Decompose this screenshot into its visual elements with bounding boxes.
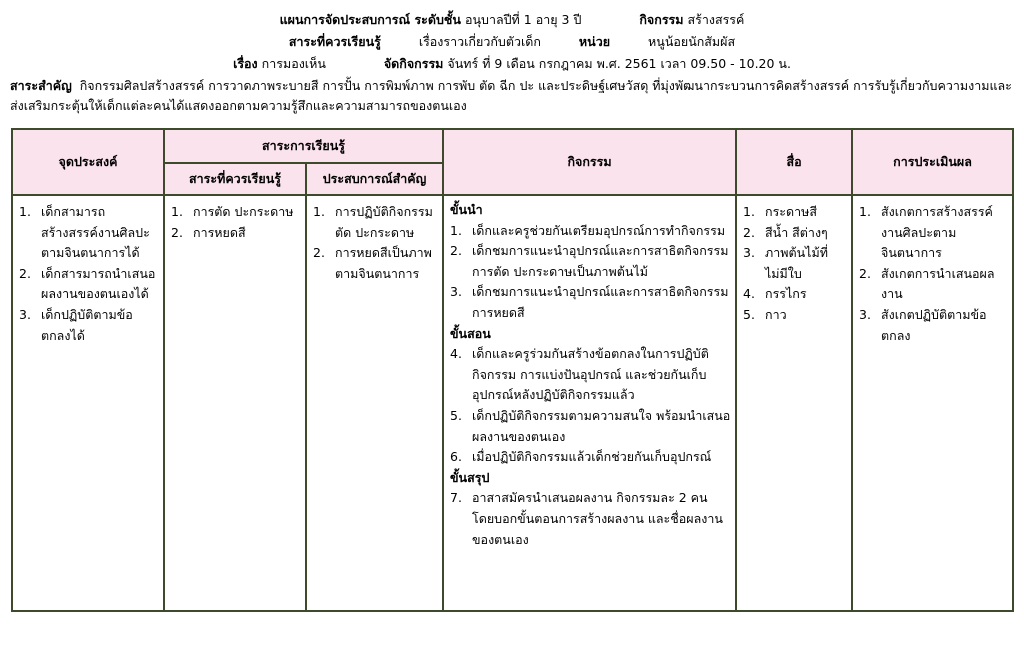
list-item: 5. กาว [743,306,787,322]
list-item: 6. เมื่อปฏิบัติกิจกรรมแล้วเด็กช่วยกันเก็บอุปกรณ์ [450,449,712,465]
list-item: 4. เด็กและครูร่วมกันสร้างข้อตกลงในการปฏิบัติกิจกรรม การแบ่งปันอุปกรณ์ และช่วยกันเก็บอุปกรณ์หลังปฏิบัติกิจกรรมแล้ว [450,346,709,403]
list-item: 3. สังเกตปฏิบัติตามข้อตกลง [859,306,987,343]
list-item: 2. การหยดสีเป็นภาพตามจินตนาการ [313,245,432,281]
list-item: 2. เด็กชมการแนะนำอุปกรณ์และการสาธิตกิจกรรมการตัด ปะกระดาษเป็นภาพต้นไม้ [450,243,729,279]
key-concept-text: กิจกรรมศิลปสร้างสรรค์ การวาดภาพระบายสี การปั้น การพิมพ์ภาพ การพับ ตัด ฉีก ปะ และประดิษฐ์เศษวัสดุ ที่มุ่งพัฒนากระบวนการคิดสร้างสรรค์ การรับรู้เกี่ยวกับความงามและส่งเสริมกระตุ้นให้เด็กแต่ละคนได้แสดงออกตามความรู้สึกและความสามารถของตนเอง [10,78,1012,113]
header-learning: สาระการเรียนรู้ [164,129,443,163]
activities-cell [443,195,736,611]
content-cell [164,195,306,611]
key-concept [10,76,1014,116]
list-item: 2. สีน้ำ สีต่างๆ [743,224,828,240]
list-item: 3. เด็กชมการแนะนำอุปกรณ์และการสาธิตกิจกรรมการหยดสี [450,284,729,320]
activity-value: สร้างสรรค์ [687,12,745,27]
header-line-2 [0,32,1024,52]
schedule-value: จันทร์ ที่ 9 เดือน กรกฎาคม พ.ศ. 2561 เวลา 09.50 - 10.20 น. [447,56,791,71]
plan-label: แผนการจัดประสบการณ์ ระดับชั้น [279,12,461,27]
header-content: สาระที่ควรเรียนรู้ [164,163,306,195]
list-item: 7. อาสาสมัครนำเสนอผลงาน กิจกรรมละ 2 คน โดยบอกขั้นตอนการสร้างผลงาน และชื่อผลงานของตนเอง [450,490,723,547]
list-item: 2. เด็กสารมารถนำเสนอผลงานของตนเองได้ [19,265,156,302]
phase-teach-heading: ขั้นสอน [450,325,491,341]
list-item: 1. สังเกตการสร้างสรรค์งานศิลปะตามจินตนาการ [859,204,993,261]
list-item: 1. เด็กและครูช่วยกันเตรียมอุปกรณ์การทำกิจกรรม [450,222,726,238]
schedule-label: จัดกิจกรรม [383,56,444,71]
media-cell [736,195,852,611]
header-line-3 [0,54,1024,74]
header-media: สื่อ [736,129,852,195]
list-item: 3. เด็กปฏิบัติตามข้อตกลงได้ [19,306,133,343]
list-item: 1. กระดาษสี [743,204,818,219]
lesson-plan-table [11,128,1014,612]
list-item: 1. การตัด ปะกระดาษ [171,204,294,219]
content-label: สาระที่ควรเรียนรู้ [288,34,381,49]
list-item: 2. การหยดสี [171,224,246,240]
objectives-cell [12,195,164,611]
unit-label: หน่วย [578,34,611,49]
list-item: 4. กรรไกร [743,286,807,302]
topic-value: การมองเห็น [261,56,326,71]
content-value: เรื่องราวเกี่ยวกับตัวเด็ก [418,34,541,49]
evaluation-cell [852,195,1013,611]
list-item: 1. การปฏิบัติกิจกรรมตัด ปะกระดาษ [313,204,433,240]
list-item: 5. เด็กปฏิบัติกิจกรรมตามความสนใจ พร้อมนำเสนอผลงานของตนเอง [450,407,731,444]
experience-cell [306,195,443,611]
header-line-1 [0,10,1024,30]
phase-summary-heading: ขั้นสรุป [450,469,490,485]
header-experience: ประสบการณ์สำคัญ [306,163,443,195]
key-concept-label: สาระสำคัญ [10,78,72,93]
activity-label: กิจกรรม [639,12,684,27]
header-activities: กิจกรรม [443,129,736,195]
list-item: 1. เด็กสามารถสร้างสรรค์งานศิลปะตามจินตนาการได้ [19,204,150,261]
list-item: 2. สังเกตการนำเสนอผลงาน [859,265,995,302]
header-evaluation: การประเมินผล [852,129,1013,195]
unit-value: หนูน้อยนักสัมผัส [648,34,736,49]
list-item: 3. ภาพต้นไม้ที่ไม่มีใบ [743,245,828,281]
header-objectives: จุดประสงค์ [12,129,164,195]
topic-label: เรื่อง [233,56,258,71]
phase-intro-heading: ขั้นนำ [450,202,483,217]
level-value: อนุบาลปีที่ 1 อายุ 3 ปี [464,12,582,27]
